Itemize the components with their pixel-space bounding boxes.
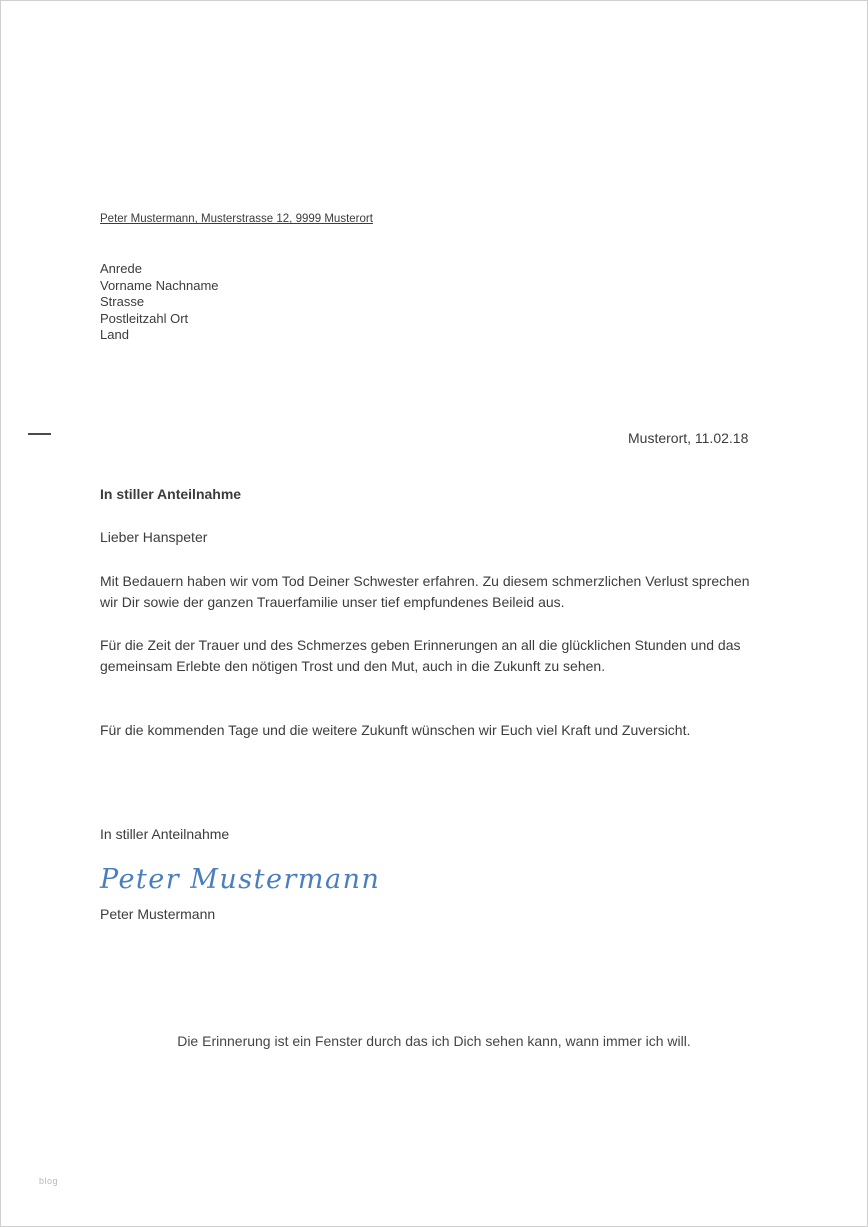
- handwritten-signature: Peter Mustermann: [100, 864, 381, 895]
- subject-line: In stiller Anteilnahme: [100, 486, 242, 502]
- recipient-address: [100, 261, 219, 344]
- signature-printed-name: Peter Mustermann: [100, 906, 216, 922]
- recipient-line-city: Postleitzahl Ort: [100, 310, 189, 326]
- body-paragraph-3: Für die kommenden Tage und die weitere Zukunft wünschen wir Euch viel Kraft und Zuversicht.: [100, 722, 691, 738]
- recipient-line-country: Land: [100, 327, 129, 343]
- body-paragraph-1: Mit Bedauern haben wir vom Tod Deiner Schwester erfahren. Zu diesem schmerzlichen Verlust sprechen wir Dir sowie der ganzen Trauerfamilie unser tief empfundenes Beileid aus.: [100, 573, 750, 610]
- body-paragraph-2: Für die Zeit der Trauer und des Schmerzes geben Erinnerungen an all die glücklichen Stunden und das gemeinsam Erlebte den nötigen Trost und den Mut, auch in die Zukunft zu sehen.: [100, 637, 741, 674]
- watermark-text: blog: [39, 1176, 59, 1186]
- sender-line: Peter Mustermann, Musterstrasse 12, 9999 Musterort: [100, 213, 373, 225]
- memorial-quote: Die Erinnerung ist ein Fenster durch das ich Dich sehen kann, wann immer ich will.: [177, 1033, 691, 1049]
- recipient-line-name: Vorname Nachname: [100, 277, 219, 293]
- closing-line: In stiller Anteilnahme: [100, 826, 230, 842]
- salutation: Lieber Hanspeter: [100, 529, 208, 545]
- fold-mark: [28, 433, 51, 435]
- date-line: Musterort, 11.02.18: [628, 430, 749, 446]
- recipient-line-street: Strasse: [100, 294, 145, 310]
- recipient-line-salutation: Anrede: [100, 261, 142, 276]
